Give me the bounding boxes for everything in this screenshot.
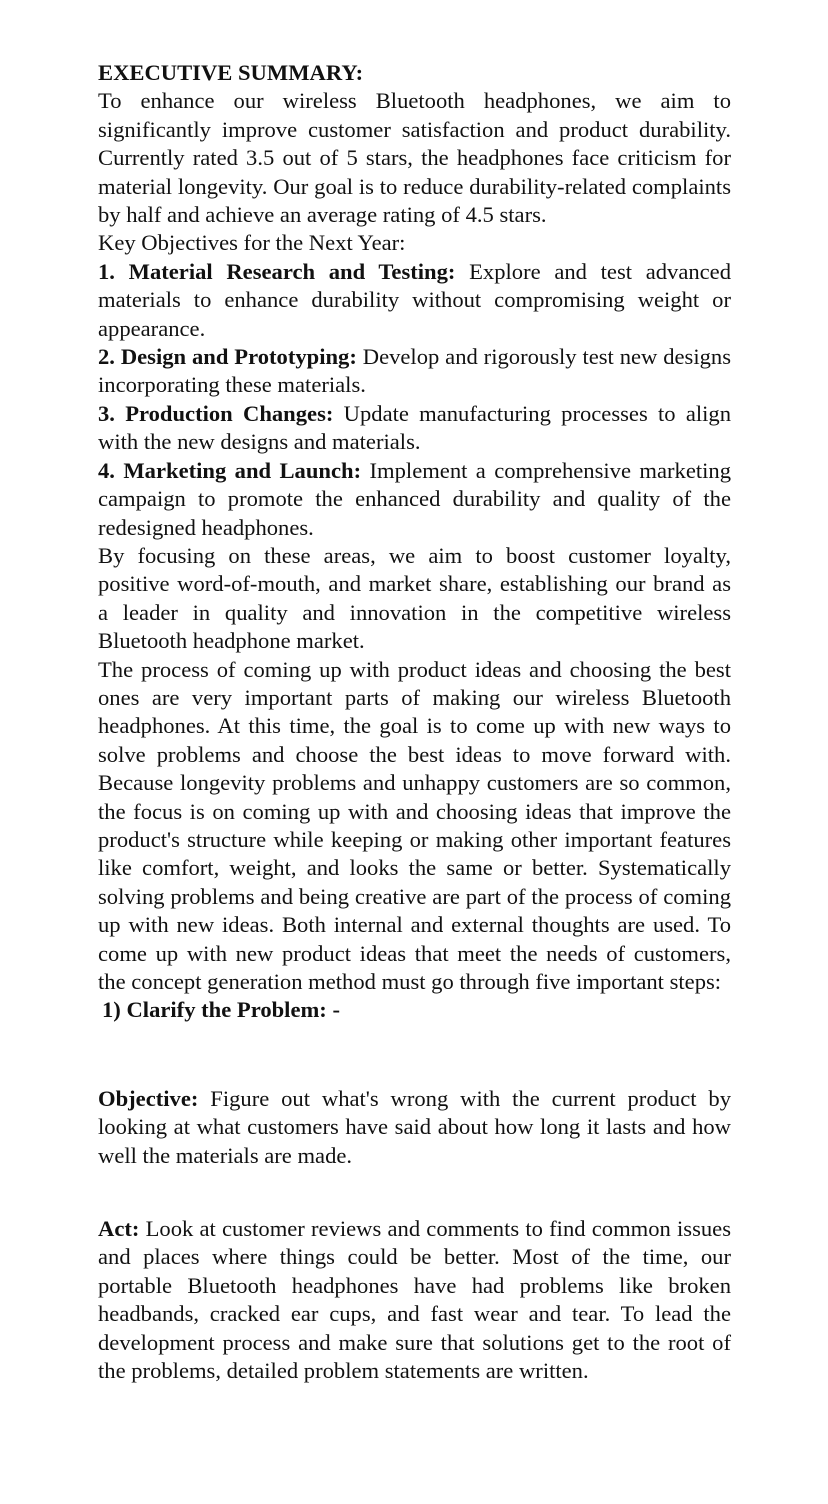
objective-paragraph	[98, 1085, 731, 1170]
spacer	[98, 1170, 731, 1215]
objective-item-label: 4. Marketing and Launch:	[98, 457, 362, 483]
objective-item-text: Implement a comprehensive marketing campaign to promote the enhanced durability and quality of the redesigned headphones.	[98, 457, 731, 540]
objective-item-text: Develop and rigorously test new designs incorporating these materials.	[98, 344, 731, 398]
spacer	[98, 1025, 731, 1085]
executive-summary-heading: EXECUTIVE SUMMARY:	[98, 60, 364, 85]
document-page	[98, 59, 731, 1385]
step-1-heading: 1) Clarify the Problem: -	[102, 997, 341, 1023]
objectives-heading: Key Objectives for the Next Year:	[98, 230, 406, 256]
act-text: Look at customer reviews and comments to find common issues and places where things could be better. Most of the time, our portable Bluetooth headphones have had problems like broken headbands, cracked ear cups, and fast wear and tear. To lead the development process and make sure that solutions get to the root of the problems, detailed problem statements are written.	[98, 1216, 731, 1384]
intro-paragraph: To enhance our wireless Bluetooth headphones, we aim to significantly improve customer satisfaction and product durability. Currently rated 3.5 out of 5 stars, the headphones face criticism for material longevity. Our goal is to reduce durability-related complaints by half and achieve an average rating of 4.5 stars.	[98, 88, 731, 228]
objective-item-text: Update manufacturing processes to align with the new designs and materials.	[98, 400, 731, 455]
objective-item	[98, 400, 731, 457]
objective-item	[98, 343, 731, 400]
objective-item-label: 1. Material Research and Testing:	[98, 258, 456, 284]
objective-item-text: Explore and test advanced materials to enhance durability without compromising weight or appearance.	[98, 258, 731, 341]
objective-item	[98, 457, 731, 542]
objective-label: Objective:	[98, 1085, 199, 1111]
objective-item	[98, 258, 731, 343]
process-paragraph: The process of coming up with product ideas and choosing the best ones are very important parts of making our wireless Bluetooth headphones. At this time, the goal is to come up with new ways to solve problems and choose the best ideas to move forward with. Because longevity problems and unhappy customers are so common, the focus is on coming up with and choosing ideas that improve the product's structure while keeping or making other important features like comfort, weight, and looks the same or better. Systematically solving problems and being creative are part of the process of coming up with new ideas. Both internal and external thoughts are used. To come up with new product ideas that meet the needs of customers, the concept generation method must go through five important steps:	[98, 656, 731, 994]
focus-paragraph: By focusing on these areas, we aim to boost customer loyalty, positive word-of-mouth, and market share, establishing our brand as a leader in quality and innovation in the competitive wireless Bluetooth headphone market.	[98, 542, 731, 654]
act-paragraph	[98, 1215, 731, 1385]
act-label: Act:	[98, 1216, 140, 1242]
objective-item-label: 2. Design and Prototyping:	[98, 344, 357, 370]
objective-text: Figure out what's wrong with the current product by looking at what customers have said about how long it lasts and how well the materials are made.	[98, 1085, 732, 1168]
objective-item-label: 3. Production Changes:	[98, 400, 334, 426]
